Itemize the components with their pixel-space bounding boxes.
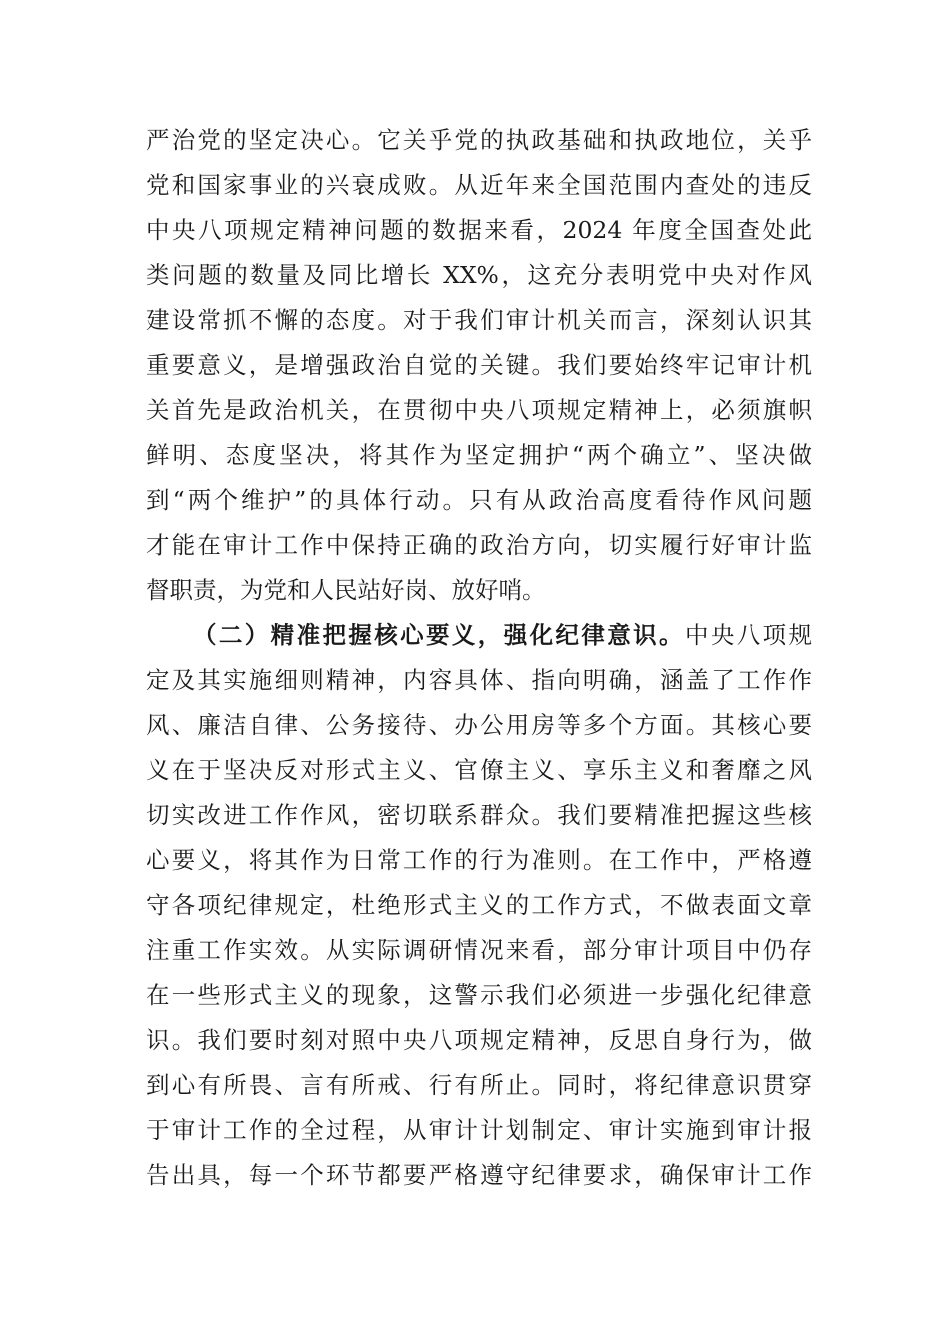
text-line: 严治党的坚定决心。它关乎党的执政基础和执政地位，关乎 [146, 126, 812, 154]
section-heading: （二）精准把握核心要义，强化纪律意识。 [193, 621, 685, 649]
text-line: 重要意义，是增强政治自觉的关键。我们要始终牢记审计机 [146, 351, 812, 379]
text-line: 注重工作实效。从实际调研情况来看，部分审计项目中仍存 [146, 936, 812, 964]
text-line: 类问题的数量及同比增长 XX%，这充分表明党中央对作风 [146, 261, 812, 289]
text-line: 识。我们要时刻对照中央八项规定精神，反思自身行为，做 [146, 1026, 812, 1054]
paragraph-1 [146, 118, 812, 613]
text-line: 到“两个维护”的具体行动。只有从政治高度看待作风问题 [146, 486, 812, 514]
text-line: 中央八项规定精神问题的数据来看，2024 年度全国查处此 [146, 216, 812, 244]
text-line: 守各项纪律规定，杜绝形式主义的工作方式，不做表面文章 [146, 891, 812, 919]
section-heading-line [146, 613, 812, 658]
document-body [146, 118, 812, 1198]
text-line: 于审计工作的全过程，从审计计划制定、审计实施到审计报 [146, 1116, 812, 1144]
text-line: 义在于坚决反对形式主义、官僚主义、享乐主义和奢靡之风 [146, 756, 812, 784]
text-line: 在一些形式主义的现象，这警示我们必须进一步强化纪律意 [146, 981, 812, 1009]
text-line: 关首先是政治机关，在贯彻中央八项规定精神上，必须旗帜 [146, 396, 812, 424]
text-line: 鲜明、态度坚决，将其作为坚定拥护“两个确立”、坚决做 [146, 441, 812, 469]
text-line: 党和国家事业的兴衰成败。从近年来全国范围内查处的违反 [146, 171, 812, 199]
paragraph-2 [146, 613, 812, 1198]
text-line: 切实改进工作作风，密切联系群众。我们要精准把握这些核 [146, 801, 812, 829]
text-line: 才能在审计工作中保持正确的政治方向，切实履行好审计监 [146, 531, 812, 559]
text-line: 建设常抓不懈的态度。对于我们审计机关而言，深刻认识其 [146, 306, 812, 334]
text-line: 心要义，将其作为日常工作的行为准则。在工作中，严格遵 [146, 846, 812, 874]
text-line: 督职责，为党和人民站好岗、放好哨。 [146, 576, 546, 604]
text-line: 到心有所畏、言有所戒、行有所止。同时，将纪律意识贯穿 [146, 1071, 812, 1099]
text-line: 告出具，每一个环节都要严格遵守纪律要求，确保审计工作 [146, 1161, 812, 1189]
text-line: 定及其实施细则精神，内容具体、指向明确，涵盖了工作作 [146, 666, 812, 694]
text-run: 中央八项规 [684, 621, 813, 649]
text-line: 风、廉洁自律、公务接待、办公用房等多个方面。其核心要 [146, 711, 812, 739]
